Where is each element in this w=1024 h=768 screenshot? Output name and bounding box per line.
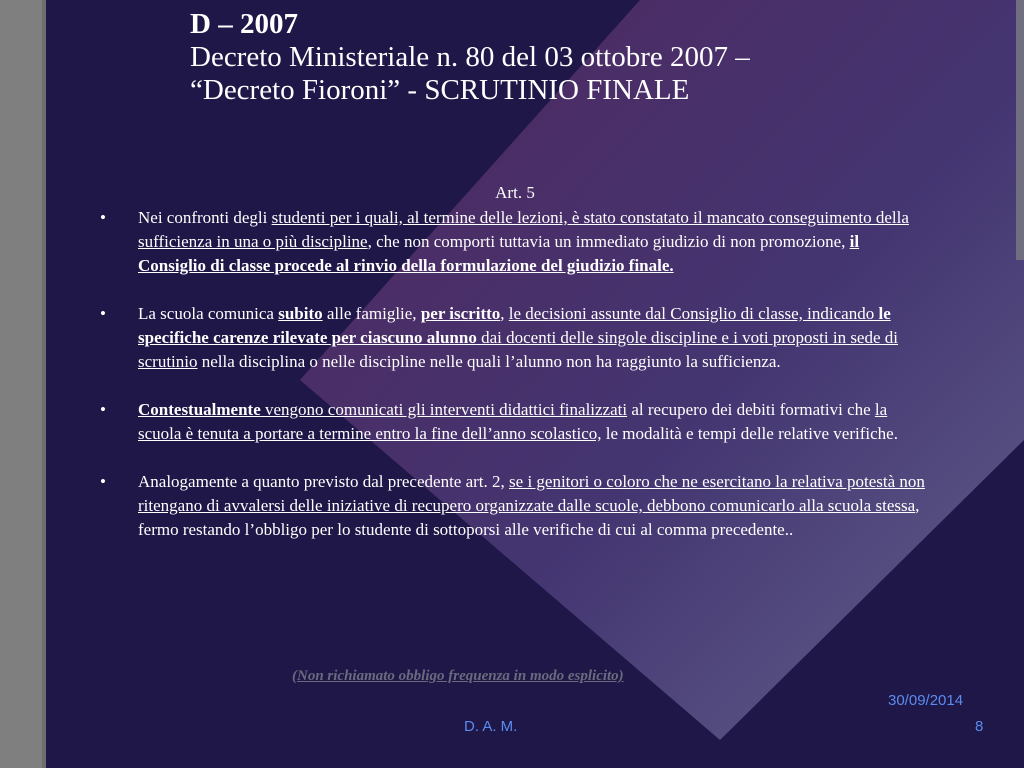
bullet-item-4 — [100, 470, 930, 542]
left-bar — [0, 0, 42, 768]
bullet-marker: • — [100, 400, 106, 419]
bullet-2-text-4: nella disciplina o nelle discipline nelle quali l’alunno non ha raggiunto la sufficienza. — [197, 352, 781, 371]
bullet-1-underlined: studenti per i quali, al termine delle lezioni, è stato constatato il mancato conseguimento della sufficienza in una o più discipline — [138, 208, 909, 251]
slide-number: 8 — [975, 718, 984, 735]
footnote: (Non richiamato obbligo frequenza in modo esplicito) — [292, 668, 624, 684]
title-line-2: Decreto Ministeriale n. 80 del 03 ottobre 2007 – — [190, 41, 750, 73]
title-line-3: “Decreto Fioroni” - SCRUTINIO FINALE — [190, 74, 690, 106]
bullet-2-bold-iscritto: per iscritto — [420, 304, 501, 323]
bullet-marker: • — [100, 208, 106, 227]
bullet-2-bold-carenze: le specifiche carenze rilevate per ciascuno alunno — [138, 304, 891, 347]
bullet-3-text-2: le modalità e tempi delle relative verifiche. — [601, 424, 898, 443]
left-bar-accent — [42, 0, 46, 768]
footer-date: 30/09/2014 — [888, 692, 964, 709]
bullet-1-text-2: , che non comporti tuttavia un immediato giudizio di non promozione, — [367, 232, 850, 251]
article-label: Art. 5 — [495, 183, 535, 202]
bullet-3-underlined-2: la scuola è tenuta a portare a termine entro la fine dell’anno scolastico, — [138, 400, 888, 443]
right-bar — [1016, 0, 1024, 260]
bullet-item-1 — [100, 206, 930, 278]
bullet-2-text: La scuola comunica — [138, 304, 279, 323]
bullet-1-bold: il Consiglio di classe procede al rinvio della formulazione del giudizio finale. — [138, 232, 860, 275]
bullet-2-text-3: , — [500, 304, 509, 323]
bullet-2-bold-subito: subito — [278, 304, 323, 323]
bullet-2-underlined: le decisioni assunte dal Consiglio di classe, indicando — [508, 304, 879, 323]
bullet-4-text-2: , fermo restando l’obbligo per lo studente di sottoporsi alle verifiche di cui al comma precedente.. — [138, 496, 920, 539]
bullet-3-bold: Contestualmente — [138, 400, 261, 419]
bullet-list — [100, 206, 930, 542]
bullet-item-3 — [100, 398, 930, 446]
bullet-marker: • — [100, 472, 106, 491]
bullet-2-underlined-2: dai docenti delle singole discipline e i voti proposti in sede di scrutinio — [138, 328, 898, 371]
bullet-marker: • — [100, 304, 106, 323]
bullet-4-text: Analogamente a quanto previsto dal precedente art. 2, — [138, 472, 510, 491]
bullet-3-underlined: vengono comunicati gli interventi didattici finalizzati — [260, 400, 628, 419]
title-line-1: D – 2007 — [190, 8, 298, 40]
bullet-2-text-2: alle famiglie, — [322, 304, 421, 323]
bullet-1-text: Nei confronti degli — [138, 208, 272, 227]
bullet-3-text: al recupero dei debiti formativi che — [627, 400, 875, 419]
bullet-4-underlined: se i genitori o coloro che ne esercitano la relativa potestà non ritengano di avvalersi delle iniziative di recupero organizzate dalle scuole, debbono comunicarlo alla scuola stessa — [138, 472, 925, 515]
footer-author: D. A. M. — [464, 718, 518, 735]
bullet-item-2 — [100, 302, 930, 374]
slide-title — [190, 8, 990, 107]
